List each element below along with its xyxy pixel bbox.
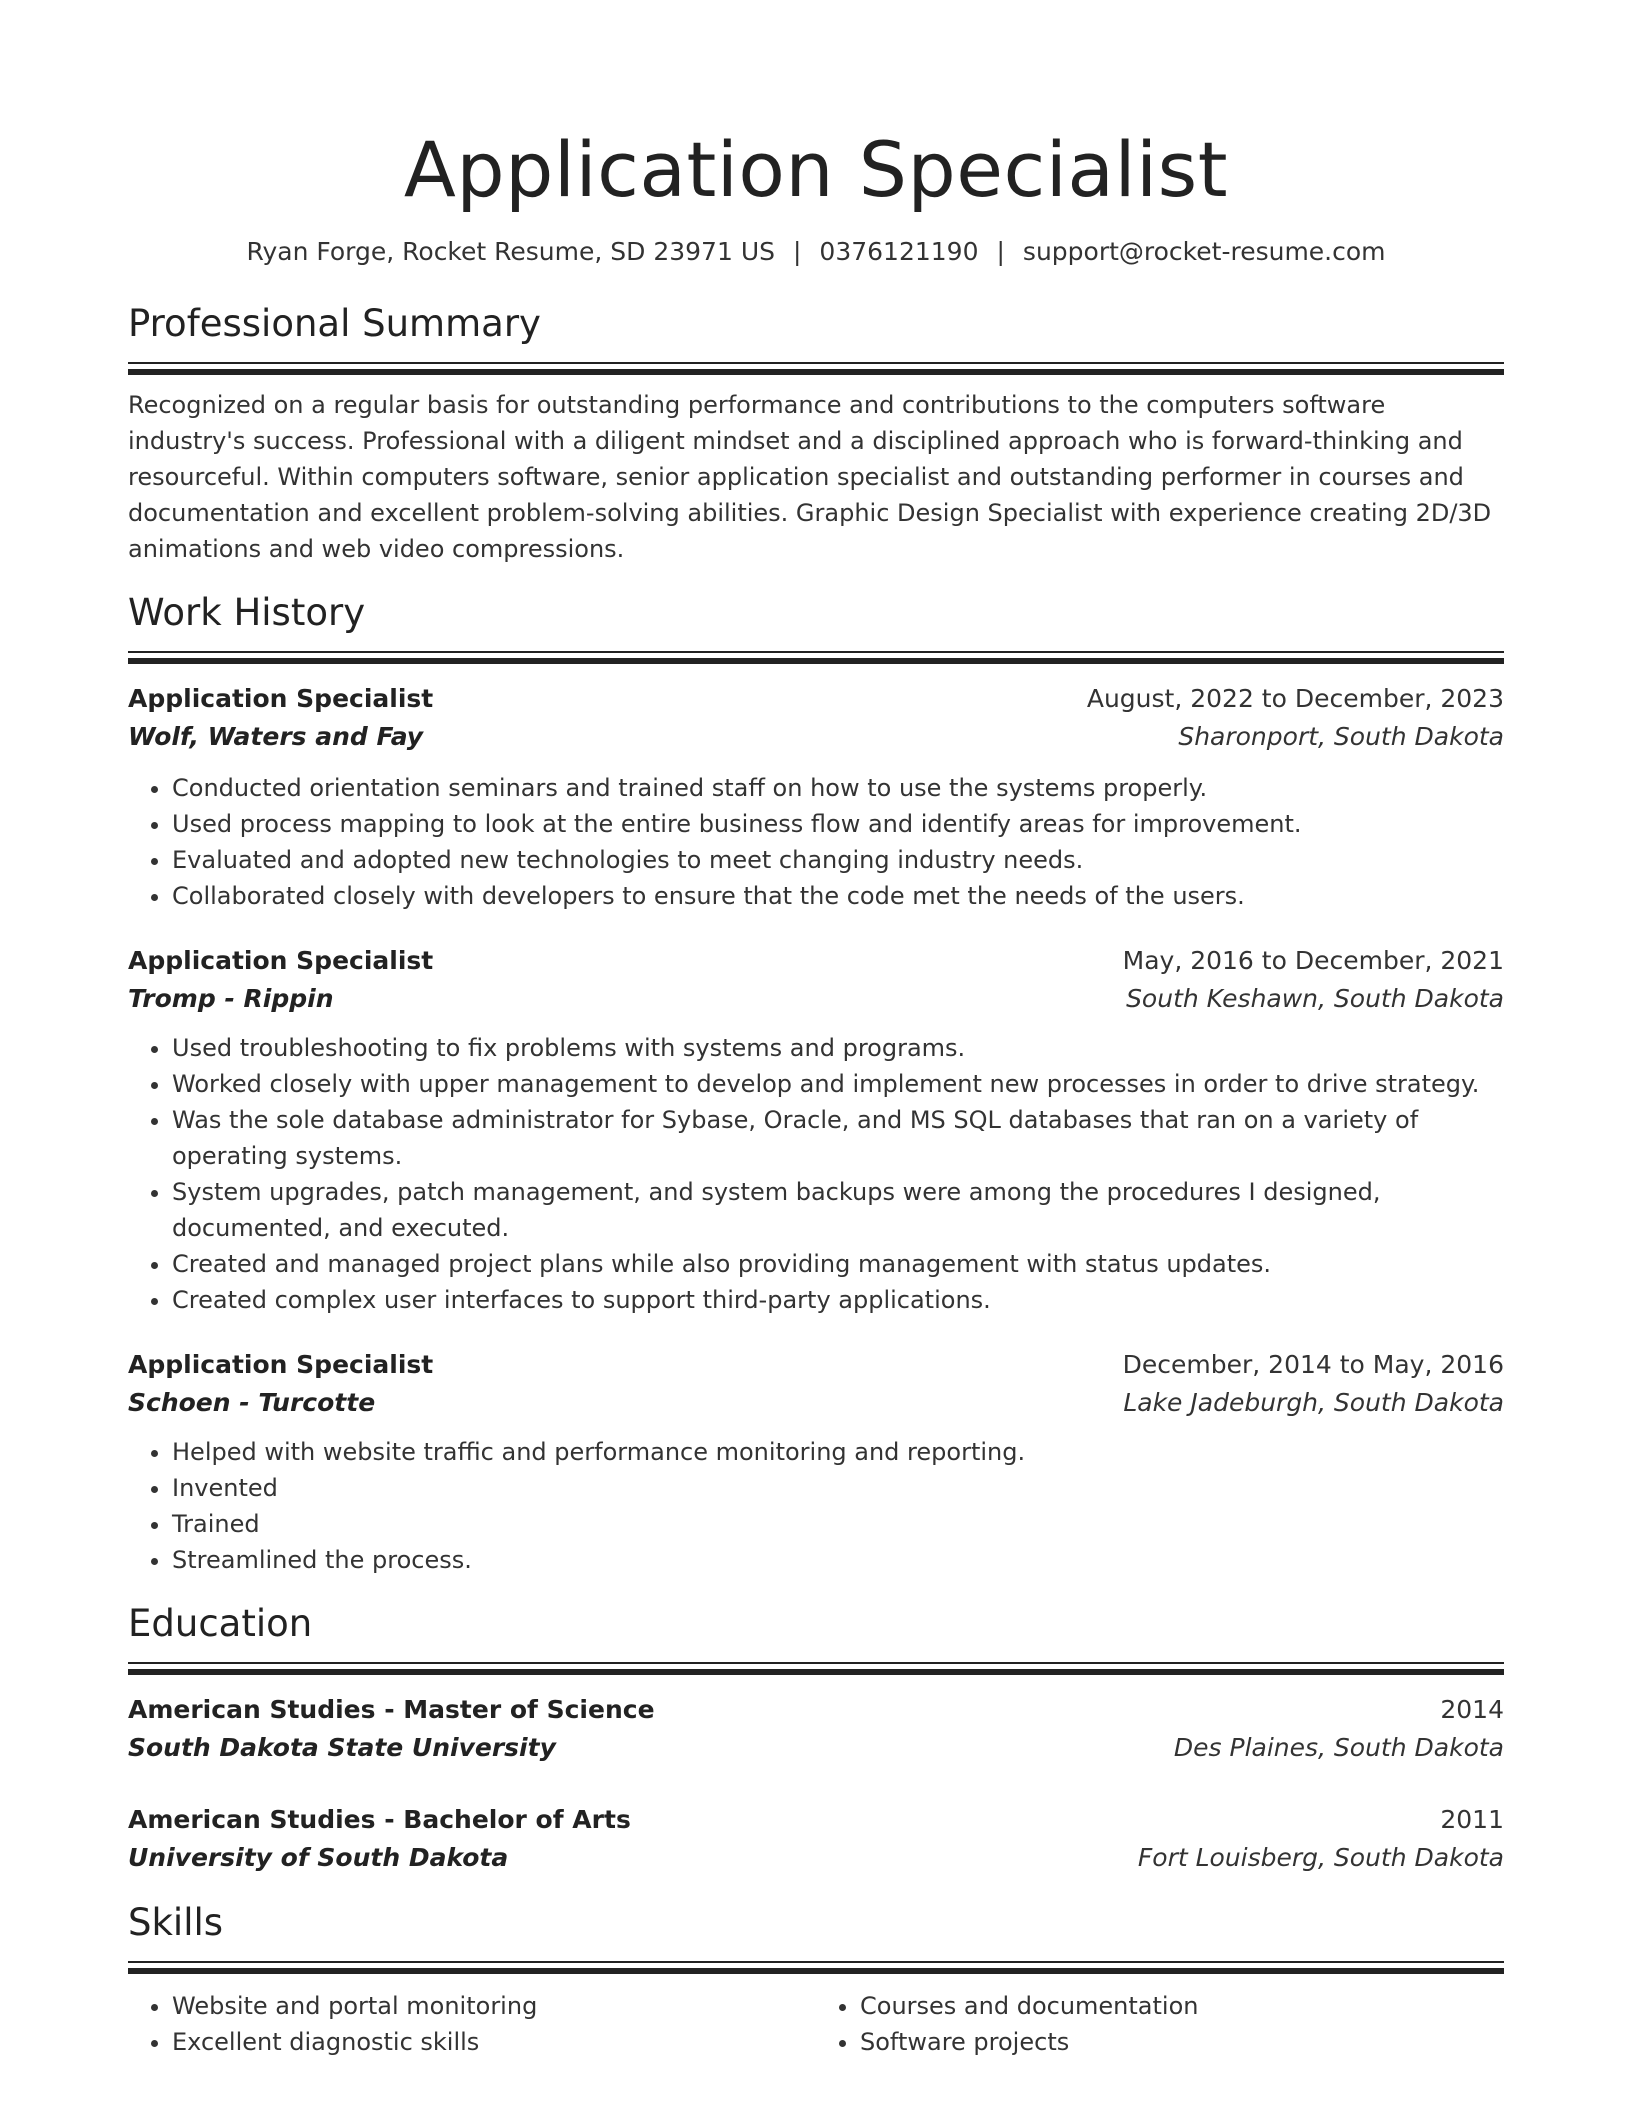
job-entry — [128, 1346, 1504, 1578]
section-divider — [128, 1961, 1504, 1974]
education-header — [128, 1691, 1504, 1729]
list-item: • Evaluated and adopted new technologies to meet changing industry needs. — [172, 842, 1504, 878]
job-dates: December, 2014 to May, 2016 — [1122, 1350, 1504, 1379]
list-item: • Created complex user interfaces to support third-party applications. — [172, 1282, 1504, 1318]
education-school: University of South Dakota — [128, 1843, 509, 1872]
job-dates: May, 2016 to December, 2021 — [1122, 946, 1504, 975]
skill-item: • Software projects — [860, 2024, 1504, 2060]
skills-columns — [128, 1988, 1504, 2060]
list-item: • Trained — [172, 1506, 1504, 1542]
job-header — [128, 1346, 1504, 1384]
contact-address: Ryan Forge, Rocket Resume, SD 23971 US — [246, 237, 775, 266]
job-subheader — [128, 1384, 1504, 1422]
education-degree: American Studies - Bachelor of Arts — [128, 1805, 631, 1834]
job-company: Wolf, Waters and Fay — [128, 722, 424, 751]
list-item: • Helped with website traffic and performance monitoring and reporting. — [172, 1434, 1504, 1470]
list-item: • Created and managed project plans while also providing management with status updates. — [172, 1246, 1504, 1282]
job-entry — [128, 680, 1504, 914]
job-bullets — [128, 770, 1504, 914]
contact-email: support@rocket-resume.com — [1022, 237, 1386, 266]
education-year: 2014 — [1440, 1695, 1504, 1724]
job-dates: August, 2022 to December, 2023 — [1086, 684, 1504, 713]
job-location: South Keshawn, South Dakota — [1126, 984, 1504, 1013]
job-header — [128, 680, 1504, 718]
list-item: • Streamlined the process. — [172, 1542, 1504, 1578]
education-year: 2011 — [1440, 1805, 1504, 1834]
education-entry — [128, 1691, 1504, 1767]
job-subheader — [128, 718, 1504, 756]
skill-item: • Courses and documentation — [860, 1988, 1504, 2024]
education-header — [128, 1801, 1504, 1839]
education-location: Fort Louisberg, South Dakota — [1137, 1843, 1504, 1872]
job-entry — [128, 942, 1504, 1318]
list-item: • Used process mapping to look at the entire business flow and identify areas for improvement. — [172, 806, 1504, 842]
job-location: Sharonport, South Dakota — [1178, 722, 1504, 751]
contact-phone: 0376121190 — [819, 237, 979, 266]
resume-title: Application Specialist — [403, 125, 1229, 214]
summary-text: Recognized on a regular basis for outstanding performance and contributions to the computers software industry's success. Professional with a diligent mindset and a disciplined approach who is forward-thinking and resourceful. Within computers software, senior application specialist and outstanding performer in courses and documentation and excellent problem-solving abilities. Graphic Design Specialist with experience creating 2D/3D animations and web video compressions. — [128, 391, 1492, 563]
education-location: Des Plaines, South Dakota — [1173, 1733, 1504, 1762]
section-title-work: Work History — [128, 591, 366, 634]
education-degree: American Studies - Master of Science — [128, 1695, 655, 1724]
education-section — [128, 1600, 1504, 1877]
list-item: • Invented — [172, 1470, 1504, 1506]
contact-separator: | — [996, 237, 1005, 266]
job-role: Application Specialist — [128, 684, 434, 713]
education-school: South Dakota State University — [128, 1733, 556, 1762]
list-item: • Conducted orientation seminars and trained staff on how to use the systems properly. — [172, 770, 1504, 806]
job-role: Application Specialist — [128, 1350, 434, 1379]
job-header — [128, 942, 1504, 980]
section-title-skills: Skills — [128, 1901, 224, 1944]
skill-item: • Excellent diagnostic skills — [172, 2024, 816, 2060]
job-company: Tromp - Rippin — [128, 984, 334, 1013]
education-subheader — [128, 1839, 1504, 1877]
education-subheader — [128, 1729, 1504, 1767]
job-location: Lake Jadeburgh, South Dakota — [1123, 1388, 1504, 1417]
skills-list-left — [128, 1988, 816, 2060]
job-subheader — [128, 980, 1504, 1018]
list-item: • Used troubleshooting to fix problems with systems and programs. — [172, 1030, 1504, 1066]
education-entry — [128, 1801, 1504, 1877]
list-item: • System upgrades, patch management, and system backups were among the procedures I designed, documented, and executed. — [172, 1174, 1504, 1246]
skills-section — [128, 1899, 1504, 2060]
job-role: Application Specialist — [128, 946, 434, 975]
skills-list-right — [816, 1988, 1504, 2060]
section-title-education: Education — [128, 1602, 313, 1645]
summary-section — [128, 300, 1504, 567]
contact-separator: | — [792, 237, 802, 266]
work-section — [128, 589, 1504, 1578]
skill-item: • Website and portal monitoring — [172, 1988, 816, 2024]
job-company: Schoen - Turcotte — [128, 1388, 376, 1417]
contact-line — [128, 235, 1504, 269]
list-item: • Collaborated closely with developers to ensure that the code met the needs of the users. — [172, 878, 1504, 914]
job-bullets — [128, 1434, 1504, 1578]
section-title-summary: Professional Summary — [128, 302, 541, 345]
job-bullets — [128, 1030, 1504, 1318]
section-divider — [128, 651, 1504, 664]
list-item: • Worked closely with upper management to develop and implement new processes in order to drive strategy. — [172, 1066, 1504, 1102]
section-divider — [128, 1662, 1504, 1675]
list-item: • Was the sole database administrator for Sybase, Oracle, and MS SQL databases that ran on a variety of operating systems. — [172, 1102, 1504, 1174]
section-divider — [128, 362, 1504, 375]
resume-page — [128, 0, 1504, 2060]
